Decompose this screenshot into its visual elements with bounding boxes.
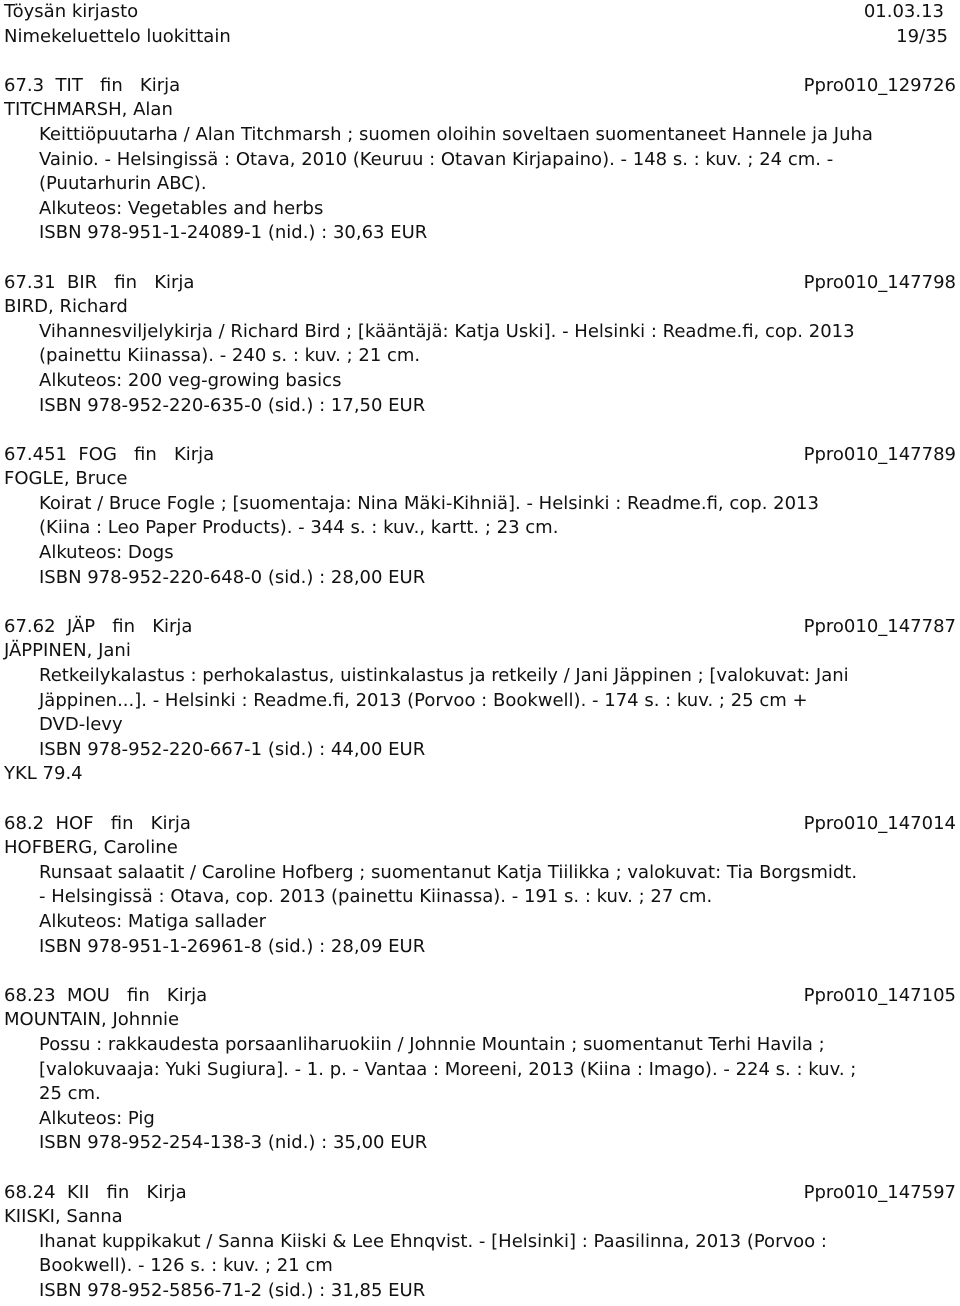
description-line: Vihannesviljelykirja / Richard Bird ; [kääntäjä: Katja Uski]. - Helsinki : Readme.fi, cop. 2013 <box>39 320 855 342</box>
isbn-price: ISBN 978-952-254-138-3 (nid.) : 35,00 EUR <box>39 1132 428 1154</box>
ykl-class: YKL 79.4 <box>4 763 83 785</box>
record-id: Ppro010_147798 <box>803 271 956 293</box>
entry-body <box>4 861 956 959</box>
catalog-entry <box>4 271 956 419</box>
description-line: Vainio. - Helsingissä : Otava, 2010 (Keuruu : Otavan Kirjapaino). - 148 s. : kuv. ; 24 cm. - <box>39 148 834 170</box>
original-title: Alkuteos: Matiga sallader <box>39 910 267 932</box>
entry-header <box>4 443 956 468</box>
classification: 67.31 BIR fin Kirja <box>4 271 195 293</box>
description-line: - Helsingissä : Otava, cop. 2013 (painettu Kiinassa). - 191 s. : kuv. ; 27 cm. <box>39 886 713 908</box>
entry-body <box>4 123 956 246</box>
entry-header <box>4 812 956 837</box>
original-title: Alkuteos: 200 veg-growing basics <box>39 369 342 391</box>
classification: 67.3 TIT fin Kirja <box>4 74 181 96</box>
entry-header <box>4 74 956 99</box>
description-line: Retkeilykalastus : perhokalastus, uistinkalastus ja retkeily / Jani Jäppinen ; [valokuvat: Jani <box>39 665 849 687</box>
original-title: Alkuteos: Dogs <box>39 542 174 564</box>
record-id: Ppro010_147597 <box>803 1181 956 1203</box>
catalog-entry <box>4 812 956 960</box>
record-id: Ppro010_147789 <box>803 443 956 465</box>
catalog-entry <box>4 615 956 787</box>
description-line: 25 cm. <box>39 1083 101 1105</box>
description-line: (Kiina : Leo Paper Products). - 344 s. : kuv., kartt. ; 23 cm. <box>39 517 559 539</box>
classification: 68.23 MOU fin Kirja <box>4 984 208 1006</box>
list-title: Nimekeluettelo luokittain <box>4 25 231 47</box>
entry-body <box>4 1230 956 1304</box>
catalog-entry <box>4 984 956 1156</box>
record-id: Ppro010_147014 <box>803 812 956 834</box>
description-line: [valokuvaaja: Yuki Sugiura]. - 1. p. - Vantaa : Moreeni, 2013 (Kiina : Imago). - 224 s. : kuv. ; <box>39 1058 857 1080</box>
description-line: Bookwell). - 126 s. : kuv. ; 21 cm <box>39 1255 333 1277</box>
isbn-price: ISBN 978-952-220-648-0 (sid.) : 28,00 EUR <box>39 566 426 588</box>
description-line: Possu : rakkaudesta porsaanliharuokiin / Johnnie Mountain ; suomentanut Terhi Havila ; <box>39 1033 825 1055</box>
isbn-price: ISBN 978-951-1-24089-1 (nid.) : 30,63 EUR <box>39 222 428 244</box>
catalog-entry <box>4 443 956 591</box>
isbn-price: ISBN 978-952-220-635-0 (sid.) : 17,50 EUR <box>39 394 426 416</box>
record-id: Ppro010_129726 <box>803 74 956 96</box>
entry-body <box>4 1033 956 1156</box>
entry-list <box>4 74 956 1304</box>
description-line: Runsaat salaatit / Caroline Hofberg ; suomentanut Katja Tiilikka ; valokuvat: Tia Borgsmidt. <box>39 861 858 883</box>
author: MOUNTAIN, Johnnie <box>4 1009 180 1031</box>
record-id: Ppro010_147105 <box>803 984 956 1006</box>
catalog-entry <box>4 74 956 246</box>
entry-body <box>4 664 956 762</box>
description-line: (painettu Kiinassa). - 240 s. : kuv. ; 21 cm. <box>39 345 421 367</box>
page-header-row-2 <box>4 25 956 50</box>
author: TITCHMARSH, Alan <box>4 99 173 121</box>
original-title: Alkuteos: Pig <box>39 1107 155 1129</box>
classification: 67.451 FOG fin Kirja <box>4 443 215 465</box>
author: JÄPPINEN, Jani <box>4 640 131 662</box>
classification: 68.2 HOF fin Kirja <box>4 812 191 834</box>
record-id: Ppro010_147787 <box>803 615 956 637</box>
entry-header <box>4 615 956 640</box>
classification: 68.24 KII fin Kirja <box>4 1181 187 1203</box>
author: KIISKI, Sanna <box>4 1206 123 1228</box>
entry-header <box>4 1181 956 1206</box>
print-date: 01.03.13 <box>863 1 944 22</box>
original-title: Alkuteos: Vegetables and herbs <box>39 197 324 219</box>
description-line: DVD-levy <box>39 714 123 736</box>
author: BIRD, Richard <box>4 296 128 318</box>
entry-header <box>4 984 956 1009</box>
entry-body <box>4 320 956 418</box>
entry-header <box>4 271 956 296</box>
description-line: Ihanat kuppikakut / Sanna Kiiski & Lee Ehnqvist. - [Helsinki] : Paasilinna, 2013 (Porvoo : <box>39 1230 827 1252</box>
classification: 67.62 JÄP fin Kirja <box>4 615 193 637</box>
isbn-price: ISBN 978-952-220-667-1 (sid.) : 44,00 EUR <box>39 738 426 760</box>
page-header-row-1 <box>4 0 956 25</box>
entry-body <box>4 492 956 590</box>
description-line: Koirat / Bruce Fogle ; [suomentaja: Nina Mäki-Kihniä]. - Helsinki : Readme.fi, cop. 2013 <box>39 492 819 514</box>
isbn-price: ISBN 978-952-5856-71-2 (sid.) : 31,85 EUR <box>39 1279 426 1301</box>
description-line: (Puutarhurin ABC). <box>39 173 207 195</box>
catalog-entry <box>4 1181 956 1304</box>
author: FOGLE, Bruce <box>4 468 128 490</box>
description-line: Jäppinen...]. - Helsinki : Readme.fi, 2013 (Porvoo : Bookwell). - 174 s. : kuv. ; 25 cm + <box>39 689 808 711</box>
page-number: 19/35 <box>896 25 948 47</box>
description-line: Keittiöpuutarha / Alan Titchmarsh ; suomen oloihin soveltaen suomentaneet Hannele ja Juha <box>39 123 873 145</box>
isbn-price: ISBN 978-951-1-26961-8 (sid.) : 28,09 EUR <box>39 935 426 957</box>
author: HOFBERG, Caroline <box>4 837 178 859</box>
library-name: Töysän kirjasto <box>4 1 139 22</box>
